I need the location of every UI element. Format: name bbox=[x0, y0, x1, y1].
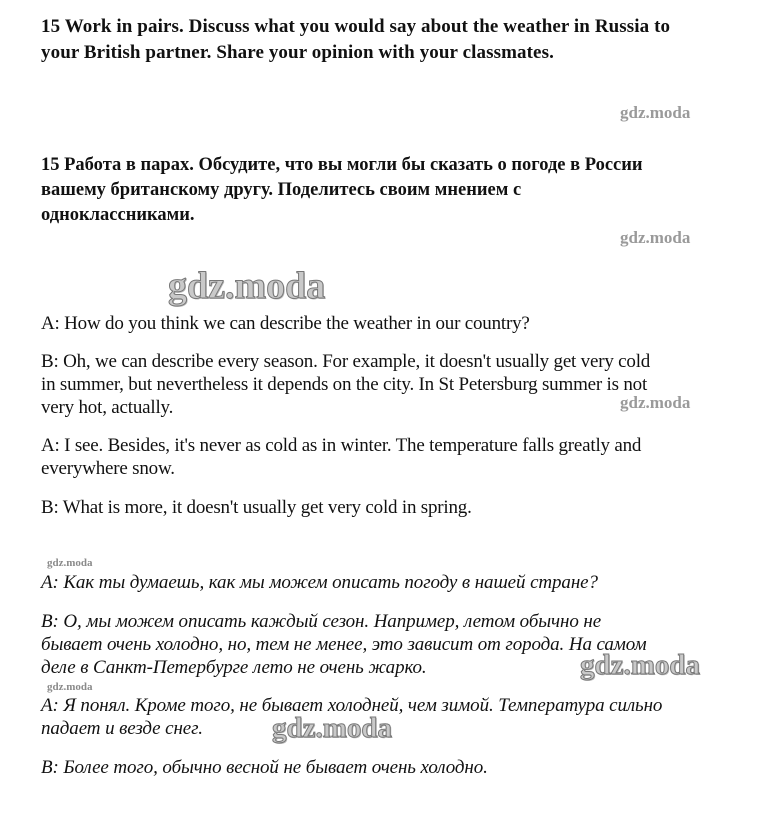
dialogue-line: very hot, actually. bbox=[41, 397, 174, 418]
dialogue-line: A: I see. Besides, it's never as cold as in winter. The temperature falls greatly and bbox=[41, 435, 642, 456]
dialogue-en-b2 bbox=[41, 496, 472, 519]
dialogue-line: B: What is more, it doesn't usually get very cold in spring. bbox=[41, 497, 472, 518]
task-heading-en bbox=[41, 14, 670, 66]
watermark-small: gdz.moda bbox=[47, 557, 93, 569]
dialogue-en-b1 bbox=[41, 350, 650, 419]
dialogue-en-a1 bbox=[41, 312, 530, 335]
task-heading-ru bbox=[41, 153, 643, 228]
dialogue-line: деле в Санкт-Петербурге лето не очень жарко. bbox=[41, 657, 427, 678]
dialogue-line: B: О, мы можем описать каждый сезон. Например, летом обычно не bbox=[41, 611, 602, 632]
dialogue-line: B: Oh, we can describe every season. For example, it doesn't usually get very cold bbox=[41, 351, 651, 372]
dialogue-line: бывает очень холодно, но, тем не менее, это зависит от города. На самом bbox=[41, 634, 647, 655]
dialogue-ru-b1 bbox=[41, 610, 647, 679]
dialogue-line: A: How do you think we can describe the weather in our country? bbox=[41, 313, 530, 334]
dialogue-ru-b2 bbox=[41, 756, 488, 779]
watermark: gdz.moda bbox=[620, 228, 691, 247]
dialogue-ru-a1 bbox=[41, 571, 598, 594]
task-heading-ru-line: вашему британскому другу. Поделитесь своим мнением с bbox=[41, 180, 522, 200]
dialogue-line: everywhere snow. bbox=[41, 458, 175, 479]
dialogue-line: A: Я понял. Кроме того, не бывает холодней, чем зимой. Температура сильно bbox=[41, 695, 663, 716]
watermark-large: gdz.moda bbox=[168, 265, 326, 307]
dialogue-line: in summer, but nevertheless it depends on the city. In St Petersburg summer is not bbox=[41, 374, 648, 395]
watermark: gdz.moda bbox=[620, 103, 691, 122]
dialogue-line: B: Более того, обычно весной не бывает очень холодно. bbox=[41, 757, 488, 778]
dialogue-line: падает и везде снег. bbox=[41, 718, 203, 739]
dialogue-en-a2 bbox=[41, 434, 641, 480]
dialogue-line: A: Как ты думаешь, как мы можем описать погоду в нашей стране? bbox=[41, 572, 598, 593]
task-heading-en-line: your British partner. Share your opinion with your classmates. bbox=[41, 42, 554, 63]
watermark-medium: gdz.moda bbox=[580, 649, 701, 681]
task-heading-ru-line: одноклассниками. bbox=[41, 205, 195, 225]
watermark-small: gdz.moda bbox=[47, 681, 93, 693]
task-heading-en-line: 15 Work in pairs. Discuss what you would say about the weather in Russia to bbox=[41, 16, 671, 37]
watermark-medium: gdz.moda bbox=[272, 712, 393, 744]
watermark: gdz.moda bbox=[620, 393, 691, 412]
task-heading-ru-line: 15 Работа в парах. Обсудите, что вы могли бы сказать о погоде в России bbox=[41, 155, 643, 175]
